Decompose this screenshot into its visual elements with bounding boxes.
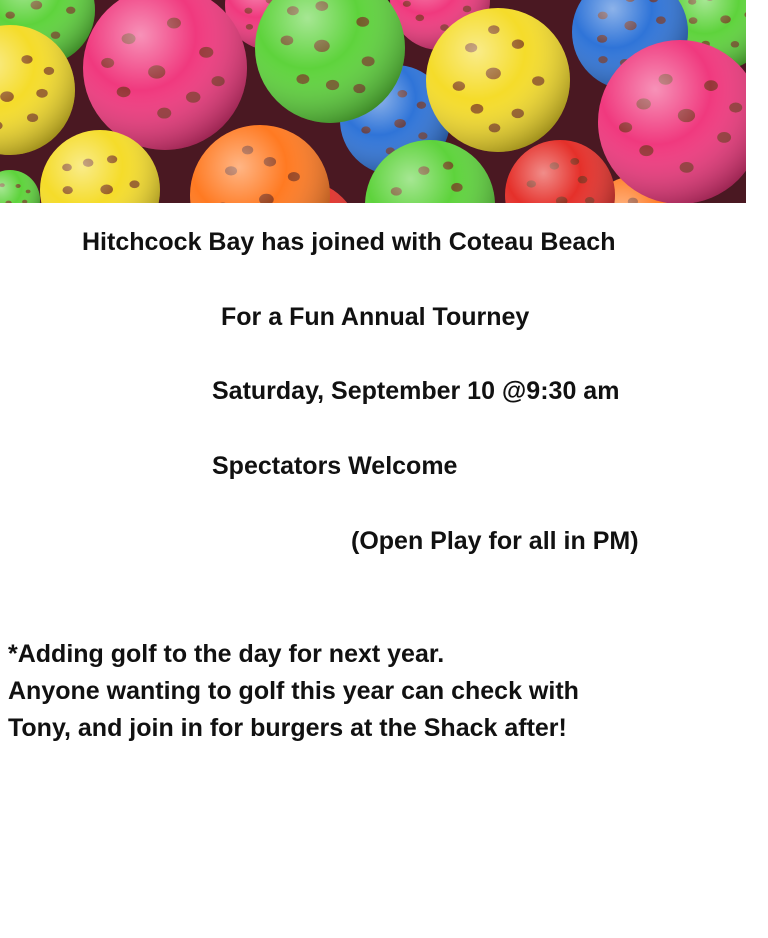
pickleballs-illustration [0, 0, 746, 203]
golf-note-line-2: Anyone wanting to golf this year can check with [8, 677, 579, 705]
golf-note [8, 636, 579, 747]
event-date-time: Saturday, September 10 @9:30 am [212, 377, 620, 405]
open-play-note: (Open Play for all in PM) [351, 527, 639, 555]
spectators-welcome: Spectators Welcome [212, 452, 458, 480]
pickleball-shading [426, 8, 570, 152]
headline-joined: Hitchcock Bay has joined with Coteau Beach [82, 228, 616, 256]
golf-note-line-1: *Adding golf to the day for next year. [8, 640, 445, 668]
golf-note-line-3: Tony, and join in for burgers at the Shack after! [8, 714, 567, 742]
tourney-title: For a Fun Annual Tourney [221, 303, 530, 331]
pickleballs-banner-image [0, 0, 746, 203]
